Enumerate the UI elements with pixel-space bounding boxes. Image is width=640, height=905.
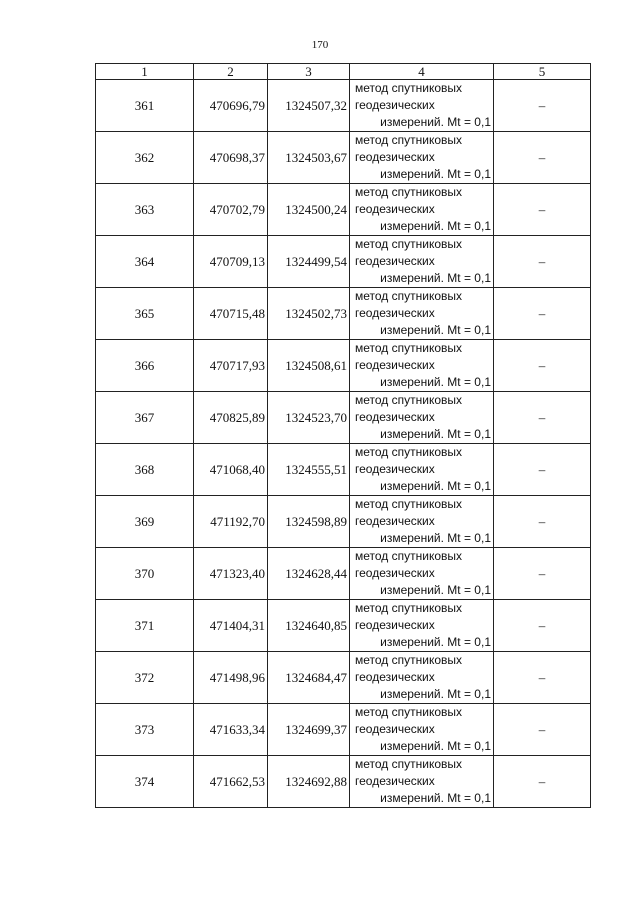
header-col-4: 4: [350, 64, 494, 80]
note-cell: –: [494, 236, 591, 288]
method-cell: [350, 184, 494, 236]
method-line: геодезических: [355, 462, 435, 476]
point-number-cell: 362: [96, 132, 194, 184]
method-line: геодезических: [355, 202, 435, 216]
table-row: [96, 132, 591, 184]
x-coordinate-cell: 471498,96: [194, 652, 268, 704]
y-coordinate-cell: 1324692,88: [268, 756, 350, 808]
method-line: метод спутниковых: [355, 653, 463, 667]
note-cell: –: [494, 756, 591, 808]
table-row: [96, 548, 591, 600]
method-line: метод спутниковых: [355, 393, 463, 407]
note-cell: –: [494, 444, 591, 496]
y-coordinate-cell: 1324523,70: [268, 392, 350, 444]
method-line: измерений. Mt = 0,1: [380, 167, 491, 181]
note-cell: –: [494, 496, 591, 548]
table-body: [96, 80, 591, 808]
method-line: измерений. Mt = 0,1: [380, 271, 491, 285]
table-row: [96, 600, 591, 652]
x-coordinate-cell: 470698,37: [194, 132, 268, 184]
point-number-cell: 368: [96, 444, 194, 496]
x-coordinate-cell: 470717,93: [194, 340, 268, 392]
note-cell: –: [494, 652, 591, 704]
table-row: [96, 392, 591, 444]
method-line: метод спутниковых: [355, 341, 463, 355]
method-cell: [350, 756, 494, 808]
header-row: [96, 64, 591, 80]
method-line: геодезических: [355, 358, 435, 372]
method-line: метод спутниковых: [355, 237, 463, 251]
note-cell: –: [494, 184, 591, 236]
method-line: геодезических: [355, 722, 435, 736]
note-cell: –: [494, 80, 591, 132]
y-coordinate-cell: 1324699,37: [268, 704, 350, 756]
y-coordinate-cell: 1324503,67: [268, 132, 350, 184]
method-line: метод спутниковых: [355, 185, 463, 199]
method-line: геодезических: [355, 254, 435, 268]
y-coordinate-cell: 1324555,51: [268, 444, 350, 496]
y-coordinate-cell: 1324507,32: [268, 80, 350, 132]
y-coordinate-cell: 1324502,73: [268, 288, 350, 340]
y-coordinate-cell: 1324508,61: [268, 340, 350, 392]
method-cell: [350, 80, 494, 132]
method-cell: [350, 548, 494, 600]
method-line: метод спутниковых: [355, 705, 463, 719]
note-cell: –: [494, 548, 591, 600]
method-line: измерений. Mt = 0,1: [380, 375, 491, 389]
x-coordinate-cell: 471633,34: [194, 704, 268, 756]
x-coordinate-cell: 471404,31: [194, 600, 268, 652]
x-coordinate-cell: 471662,53: [194, 756, 268, 808]
method-line: геодезических: [355, 410, 435, 424]
method-line: геодезических: [355, 514, 435, 528]
method-cell: [350, 496, 494, 548]
method-cell: [350, 600, 494, 652]
table-row: [96, 236, 591, 288]
note-cell: –: [494, 392, 591, 444]
note-cell: –: [494, 600, 591, 652]
y-coordinate-cell: 1324640,85: [268, 600, 350, 652]
method-line: измерений. Mt = 0,1: [380, 219, 491, 233]
method-cell: [350, 236, 494, 288]
method-cell: [350, 340, 494, 392]
method-line: измерений. Mt = 0,1: [380, 427, 491, 441]
coordinates-table: [95, 63, 591, 808]
point-number-cell: 373: [96, 704, 194, 756]
x-coordinate-cell: 471068,40: [194, 444, 268, 496]
method-line: измерений. Mt = 0,1: [380, 635, 491, 649]
y-coordinate-cell: 1324598,89: [268, 496, 350, 548]
note-cell: –: [494, 340, 591, 392]
point-number-cell: 363: [96, 184, 194, 236]
table-row: [96, 340, 591, 392]
table-row: [96, 444, 591, 496]
table-row: [96, 756, 591, 808]
method-line: геодезических: [355, 670, 435, 684]
point-number-cell: 367: [96, 392, 194, 444]
point-number-cell: 364: [96, 236, 194, 288]
method-line: метод спутниковых: [355, 601, 463, 615]
x-coordinate-cell: 470709,13: [194, 236, 268, 288]
header-col-2: 2: [194, 64, 268, 80]
method-line: измерений. Mt = 0,1: [380, 479, 491, 493]
method-line: метод спутниковых: [355, 289, 463, 303]
y-coordinate-cell: 1324684,47: [268, 652, 350, 704]
x-coordinate-cell: 470702,79: [194, 184, 268, 236]
table-header: [96, 64, 591, 80]
method-line: измерений. Mt = 0,1: [380, 531, 491, 545]
x-coordinate-cell: 470696,79: [194, 80, 268, 132]
table-row: [96, 704, 591, 756]
method-cell: [350, 288, 494, 340]
method-line: метод спутниковых: [355, 81, 463, 95]
table-row: [96, 184, 591, 236]
method-line: метод спутниковых: [355, 445, 463, 459]
method-line: измерений. Mt = 0,1: [380, 115, 491, 129]
x-coordinate-cell: 471192,70: [194, 496, 268, 548]
method-line: метод спутниковых: [355, 549, 463, 563]
method-line: геодезических: [355, 98, 435, 112]
table-row: [96, 288, 591, 340]
header-col-1: 1: [96, 64, 194, 80]
method-line: метод спутниковых: [355, 757, 463, 771]
note-cell: –: [494, 704, 591, 756]
method-line: геодезических: [355, 566, 435, 580]
y-coordinate-cell: 1324628,44: [268, 548, 350, 600]
method-line: геодезических: [355, 618, 435, 632]
method-line: измерений. Mt = 0,1: [380, 791, 491, 805]
method-line: измерений. Mt = 0,1: [380, 323, 491, 337]
point-number-cell: 374: [96, 756, 194, 808]
method-line: измерений. Mt = 0,1: [380, 583, 491, 597]
x-coordinate-cell: 470715,48: [194, 288, 268, 340]
note-cell: –: [494, 132, 591, 184]
header-col-3: 3: [268, 64, 350, 80]
point-number-cell: 371: [96, 600, 194, 652]
table-row: [96, 496, 591, 548]
method-line: метод спутниковых: [355, 497, 463, 511]
method-cell: [350, 704, 494, 756]
x-coordinate-cell: 471323,40: [194, 548, 268, 600]
method-cell: [350, 132, 494, 184]
table-row: [96, 80, 591, 132]
method-cell: [350, 652, 494, 704]
page-number: 170: [311, 39, 329, 51]
table-row: [96, 652, 591, 704]
point-number-cell: 369: [96, 496, 194, 548]
point-number-cell: 370: [96, 548, 194, 600]
point-number-cell: 361: [96, 80, 194, 132]
y-coordinate-cell: 1324499,54: [268, 236, 350, 288]
y-coordinate-cell: 1324500,24: [268, 184, 350, 236]
x-coordinate-cell: 470825,89: [194, 392, 268, 444]
method-line: геодезических: [355, 150, 435, 164]
method-cell: [350, 392, 494, 444]
method-line: геодезических: [355, 774, 435, 788]
method-line: измерений. Mt = 0,1: [380, 739, 491, 753]
method-line: измерений. Mt = 0,1: [380, 687, 491, 701]
point-number-cell: 366: [96, 340, 194, 392]
method-cell: [350, 444, 494, 496]
method-line: геодезических: [355, 306, 435, 320]
header-col-5: 5: [494, 64, 591, 80]
method-line: метод спутниковых: [355, 133, 463, 147]
point-number-cell: 365: [96, 288, 194, 340]
note-cell: –: [494, 288, 591, 340]
point-number-cell: 372: [96, 652, 194, 704]
